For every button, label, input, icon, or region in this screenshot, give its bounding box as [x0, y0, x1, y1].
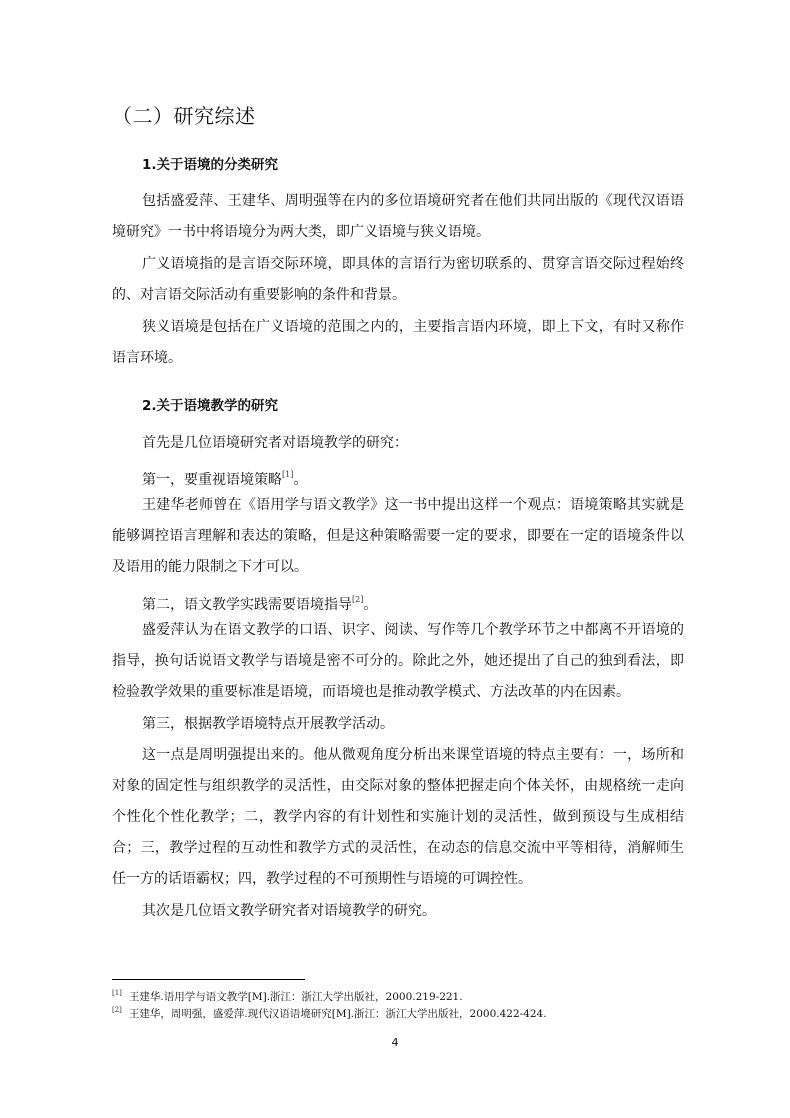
footnote-1-mark: [1] — [112, 989, 122, 997]
paragraph-4: 首先是几位语境研究者对语境教学的研究： — [142, 435, 408, 451]
footnote-2-mark: [2] — [112, 1006, 122, 1014]
paragraph-7-text: 第二，语文教学实践需要语境指导 — [142, 597, 352, 613]
paragraph-9: 第三，根据教学语境特点开展教学活动。 — [142, 716, 394, 732]
paragraph-10: 这一点是周明强提出来的。他从微观角度分析出来课堂语境的特点主要有：一，场所和对象的固定性与组织教学的灵活性，由交际对象的整体把握走向个体关怀，由规格统一走向个性化个性化教学；二，教学内容的有计划性和实施计划的灵活性，做到预设与生成相结合；三，教学过程的互动性和教学方式的灵活性，在动态的信息交流中平等相待，消解师生任一方的话语霸权；四，教学过程的不可预期性与语境的可调控性。 — [112, 747, 684, 887]
footnote-ref-1[interactable]: [1] — [282, 470, 294, 479]
footnote-2 — [112, 1006, 547, 1021]
paragraph-8: 盛爱萍认为在语文教学的口语、识字、阅读、写作等几个教学环节之中都离不开语境的指导，换句话说语文教学与语境是密不可分的。除此之外，她还提出了自己的独到看法，即检验教学效果的重要标准是语境，而语境也是推动教学模式、方法改革的内在因素。 — [112, 622, 684, 700]
subsection-title-2: 2.关于语境教学的研究 — [142, 398, 279, 414]
footnote-ref-2[interactable]: [2] — [352, 595, 364, 604]
paragraph-5-text: 第一，要重视语境策略 — [142, 472, 282, 488]
paragraph-11: 其次是几位语文教学研究者对语境教学的研究。 — [142, 903, 436, 919]
paragraph-6: 王建华老师曾在《语用学与语文教学》这一书中提出这样一个观点：语境策略其实就是能够调控语言理解和表达的策略，但是这种策略需要一定的要求，即要在一定的语境条件以及语用的能力限制之下才可以。 — [112, 497, 684, 575]
paragraph-5-end: 。 — [293, 472, 308, 488]
paragraph-3: 狭义语境是包括在广义语境的范围之内的，主要指言语内环境，即上下文，有时又称作语言环境。 — [112, 319, 684, 366]
paragraph-1: 包括盛爱萍、王建华、周明强等在内的多位语境研究者在他们共同出版的《现代汉语语境研究》一书中将语境分为两大类，即广义语境与狭义语境。 — [112, 193, 684, 240]
footnote-2-text: 王建华，周明强，盛爱萍.现代汉语语境研究[M].浙江：浙江大学出版社，2000.422-424. — [128, 1008, 547, 1020]
paragraph-7-end: 。 — [363, 597, 378, 613]
footnote-1 — [112, 989, 463, 1004]
subsection-title-1: 1.关于语境的分类研究 — [142, 157, 279, 173]
paragraph-2: 广义语境指的是言语交际环境，即具体的言语行为密切联系的、贯穿言语交际过程始终的、对言语交际活动有重要影响的条件和背景。 — [112, 256, 684, 303]
page-number: 4 — [391, 1036, 399, 1049]
footnote-1-text: 王建华.语用学与语文教学[M].浙江：浙江大学出版社，2000.219-221. — [128, 991, 463, 1003]
section-title: （二）研究综述 — [112, 104, 256, 128]
footnote-divider — [112, 979, 305, 980]
